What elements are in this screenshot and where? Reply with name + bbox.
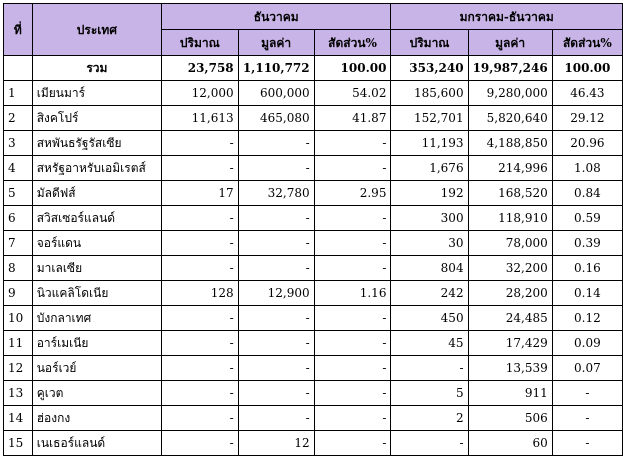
total-label: รวม bbox=[32, 56, 161, 81]
row-ytd-share: 0.12 bbox=[552, 306, 622, 331]
table-row bbox=[4, 206, 623, 231]
row-dec-share: - bbox=[314, 306, 391, 331]
row-ytd-value: 13,539 bbox=[468, 356, 552, 381]
total-dec-quantity: 23,758 bbox=[162, 56, 239, 81]
row-dec-quantity: - bbox=[162, 156, 239, 181]
row-dec-quantity: - bbox=[162, 356, 239, 381]
row-ytd-quantity: 804 bbox=[391, 256, 468, 281]
row-ytd-share: - bbox=[552, 406, 622, 431]
row-ytd-share: 29.12 bbox=[552, 106, 622, 131]
row-ytd-quantity: 450 bbox=[391, 306, 468, 331]
header-ytd-value: มูลค่า bbox=[468, 30, 552, 56]
row-index: 6 bbox=[4, 206, 33, 231]
row-index: 4 bbox=[4, 156, 33, 181]
row-dec-value: - bbox=[238, 306, 314, 331]
row-dec-share: 2.95 bbox=[314, 181, 391, 206]
row-index: 7 bbox=[4, 231, 33, 256]
row-dec-share: - bbox=[314, 381, 391, 406]
row-dec-share: - bbox=[314, 156, 391, 181]
total-ytd-value: 19,987,246 bbox=[468, 56, 552, 81]
row-ytd-quantity: 152,701 bbox=[391, 106, 468, 131]
row-dec-value: - bbox=[238, 231, 314, 256]
row-ytd-value: 506 bbox=[468, 406, 552, 431]
row-ytd-share: - bbox=[552, 381, 622, 406]
row-ytd-value: 24,485 bbox=[468, 306, 552, 331]
row-dec-quantity: - bbox=[162, 256, 239, 281]
header-period-jan-dec: มกราคม-ธันวาคม bbox=[391, 4, 623, 30]
row-dec-quantity: 11,613 bbox=[162, 106, 239, 131]
table-row bbox=[4, 181, 623, 206]
table-row bbox=[4, 306, 623, 331]
total-row bbox=[4, 56, 623, 81]
row-index: 12 bbox=[4, 356, 33, 381]
table-row bbox=[4, 331, 623, 356]
row-dec-share: 1.16 bbox=[314, 281, 391, 306]
row-ytd-quantity: 30 bbox=[391, 231, 468, 256]
row-ytd-value: 9,280,000 bbox=[468, 81, 552, 106]
row-country: นอร์เวย์ bbox=[32, 356, 161, 381]
row-country: สหรัฐอาหรับเอมิเรตส์ bbox=[32, 156, 161, 181]
row-country: สวิสเซอร์แลนด์ bbox=[32, 206, 161, 231]
table-row bbox=[4, 131, 623, 156]
row-ytd-quantity: - bbox=[391, 356, 468, 381]
header-dec-quantity: ปริมาณ bbox=[162, 30, 239, 56]
row-dec-value: - bbox=[238, 406, 314, 431]
row-dec-value: 600,000 bbox=[238, 81, 314, 106]
row-dec-share: - bbox=[314, 256, 391, 281]
header-country: ประเทศ bbox=[32, 4, 161, 56]
row-country: เมียนมาร์ bbox=[32, 81, 161, 106]
row-ytd-value: 214,996 bbox=[468, 156, 552, 181]
row-dec-quantity: - bbox=[162, 431, 239, 456]
table-row bbox=[4, 156, 623, 181]
row-dec-share: - bbox=[314, 406, 391, 431]
row-ytd-quantity: - bbox=[391, 431, 468, 456]
row-ytd-value: 4,188,850 bbox=[468, 131, 552, 156]
row-country: มาเลเซีย bbox=[32, 256, 161, 281]
table-row bbox=[4, 431, 623, 456]
row-dec-share: - bbox=[314, 331, 391, 356]
row-ytd-share: 0.07 bbox=[552, 356, 622, 381]
row-index: 11 bbox=[4, 331, 33, 356]
table-row bbox=[4, 81, 623, 106]
table-row bbox=[4, 381, 623, 406]
table-row bbox=[4, 231, 623, 256]
row-dec-quantity: 12,000 bbox=[162, 81, 239, 106]
row-ytd-quantity: 242 bbox=[391, 281, 468, 306]
row-ytd-share: - bbox=[552, 431, 622, 456]
row-dec-share: - bbox=[314, 356, 391, 381]
row-dec-share: - bbox=[314, 206, 391, 231]
row-country: บังกลาเทศ bbox=[32, 306, 161, 331]
row-dec-value: 32,780 bbox=[238, 181, 314, 206]
row-index: 3 bbox=[4, 131, 33, 156]
row-dec-quantity: - bbox=[162, 206, 239, 231]
row-dec-quantity: 128 bbox=[162, 281, 239, 306]
row-country: สิงคโปร์ bbox=[32, 106, 161, 131]
row-ytd-value: 168,520 bbox=[468, 181, 552, 206]
row-ytd-quantity: 2 bbox=[391, 406, 468, 431]
row-dec-value: - bbox=[238, 381, 314, 406]
row-ytd-quantity: 192 bbox=[391, 181, 468, 206]
row-dec-quantity: - bbox=[162, 306, 239, 331]
table-row bbox=[4, 256, 623, 281]
row-ytd-quantity: 300 bbox=[391, 206, 468, 231]
row-country: มัลดีฟส์ bbox=[32, 181, 161, 206]
export-table bbox=[3, 3, 623, 456]
row-dec-quantity: - bbox=[162, 381, 239, 406]
total-index bbox=[4, 56, 33, 81]
row-dec-share: - bbox=[314, 131, 391, 156]
row-ytd-share: 1.08 bbox=[552, 156, 622, 181]
row-dec-value: - bbox=[238, 206, 314, 231]
row-dec-quantity: 17 bbox=[162, 181, 239, 206]
row-dec-share: - bbox=[314, 431, 391, 456]
row-index: 8 bbox=[4, 256, 33, 281]
row-ytd-share: 0.14 bbox=[552, 281, 622, 306]
row-index: 5 bbox=[4, 181, 33, 206]
row-index: 9 bbox=[4, 281, 33, 306]
row-index: 14 bbox=[4, 406, 33, 431]
row-index: 10 bbox=[4, 306, 33, 331]
row-ytd-share: 46.43 bbox=[552, 81, 622, 106]
row-country: คูเวต bbox=[32, 381, 161, 406]
row-dec-value: 12 bbox=[238, 431, 314, 456]
row-ytd-quantity: 11,193 bbox=[391, 131, 468, 156]
row-ytd-value: 118,910 bbox=[468, 206, 552, 231]
row-country: นิวแคลิโดเนีย bbox=[32, 281, 161, 306]
row-dec-value: - bbox=[238, 131, 314, 156]
table-row bbox=[4, 406, 623, 431]
header-row-top bbox=[4, 4, 623, 30]
row-dec-share: 41.87 bbox=[314, 106, 391, 131]
table-container bbox=[3, 3, 623, 456]
row-dec-value: - bbox=[238, 356, 314, 381]
row-index: 13 bbox=[4, 381, 33, 406]
header-ytd-share: สัดส่วน% bbox=[552, 30, 622, 56]
row-dec-quantity: - bbox=[162, 331, 239, 356]
row-dec-quantity: - bbox=[162, 131, 239, 156]
table-row bbox=[4, 281, 623, 306]
row-ytd-share: 20.96 bbox=[552, 131, 622, 156]
row-ytd-value: 5,820,640 bbox=[468, 106, 552, 131]
header-dec-share: สัดส่วน% bbox=[314, 30, 391, 56]
total-ytd-quantity: 353,240 bbox=[391, 56, 468, 81]
row-ytd-share: 0.84 bbox=[552, 181, 622, 206]
table-row bbox=[4, 356, 623, 381]
row-dec-value: - bbox=[238, 331, 314, 356]
row-dec-quantity: - bbox=[162, 406, 239, 431]
header-dec-value: มูลค่า bbox=[238, 30, 314, 56]
row-ytd-share: 0.09 bbox=[552, 331, 622, 356]
row-index: 1 bbox=[4, 81, 33, 106]
header-ytd-quantity: ปริมาณ bbox=[391, 30, 468, 56]
row-ytd-quantity: 5 bbox=[391, 381, 468, 406]
row-dec-share: - bbox=[314, 231, 391, 256]
row-country: อาร์เมเนีย bbox=[32, 331, 161, 356]
row-index: 2 bbox=[4, 106, 33, 131]
row-dec-share: 54.02 bbox=[314, 81, 391, 106]
row-ytd-value: 911 bbox=[468, 381, 552, 406]
total-dec-share: 100.00 bbox=[314, 56, 391, 81]
table-row bbox=[4, 106, 623, 131]
row-ytd-quantity: 45 bbox=[391, 331, 468, 356]
row-ytd-value: 78,000 bbox=[468, 231, 552, 256]
row-ytd-quantity: 185,600 bbox=[391, 81, 468, 106]
row-ytd-value: 28,200 bbox=[468, 281, 552, 306]
row-country: จอร์แดน bbox=[32, 231, 161, 256]
row-ytd-share: 0.16 bbox=[552, 256, 622, 281]
row-ytd-value: 60 bbox=[468, 431, 552, 456]
row-ytd-value: 32,200 bbox=[468, 256, 552, 281]
row-dec-quantity: - bbox=[162, 231, 239, 256]
row-dec-value: 465,080 bbox=[238, 106, 314, 131]
row-country: ฮ่องกง bbox=[32, 406, 161, 431]
row-country: เนเธอร์แลนด์ bbox=[32, 431, 161, 456]
row-ytd-share: 0.39 bbox=[552, 231, 622, 256]
header-period-december: ธันวาคม bbox=[162, 4, 391, 30]
row-ytd-share: 0.59 bbox=[552, 206, 622, 231]
row-dec-value: - bbox=[238, 156, 314, 181]
header-index: ที่ bbox=[4, 4, 33, 56]
row-ytd-value: 17,429 bbox=[468, 331, 552, 356]
row-country: สหพันธรัฐรัสเซีย bbox=[32, 131, 161, 156]
total-dec-value: 1,110,772 bbox=[238, 56, 314, 81]
row-ytd-quantity: 1,676 bbox=[391, 156, 468, 181]
total-ytd-share: 100.00 bbox=[552, 56, 622, 81]
row-dec-value: - bbox=[238, 256, 314, 281]
row-index: 15 bbox=[4, 431, 33, 456]
row-dec-value: 12,900 bbox=[238, 281, 314, 306]
